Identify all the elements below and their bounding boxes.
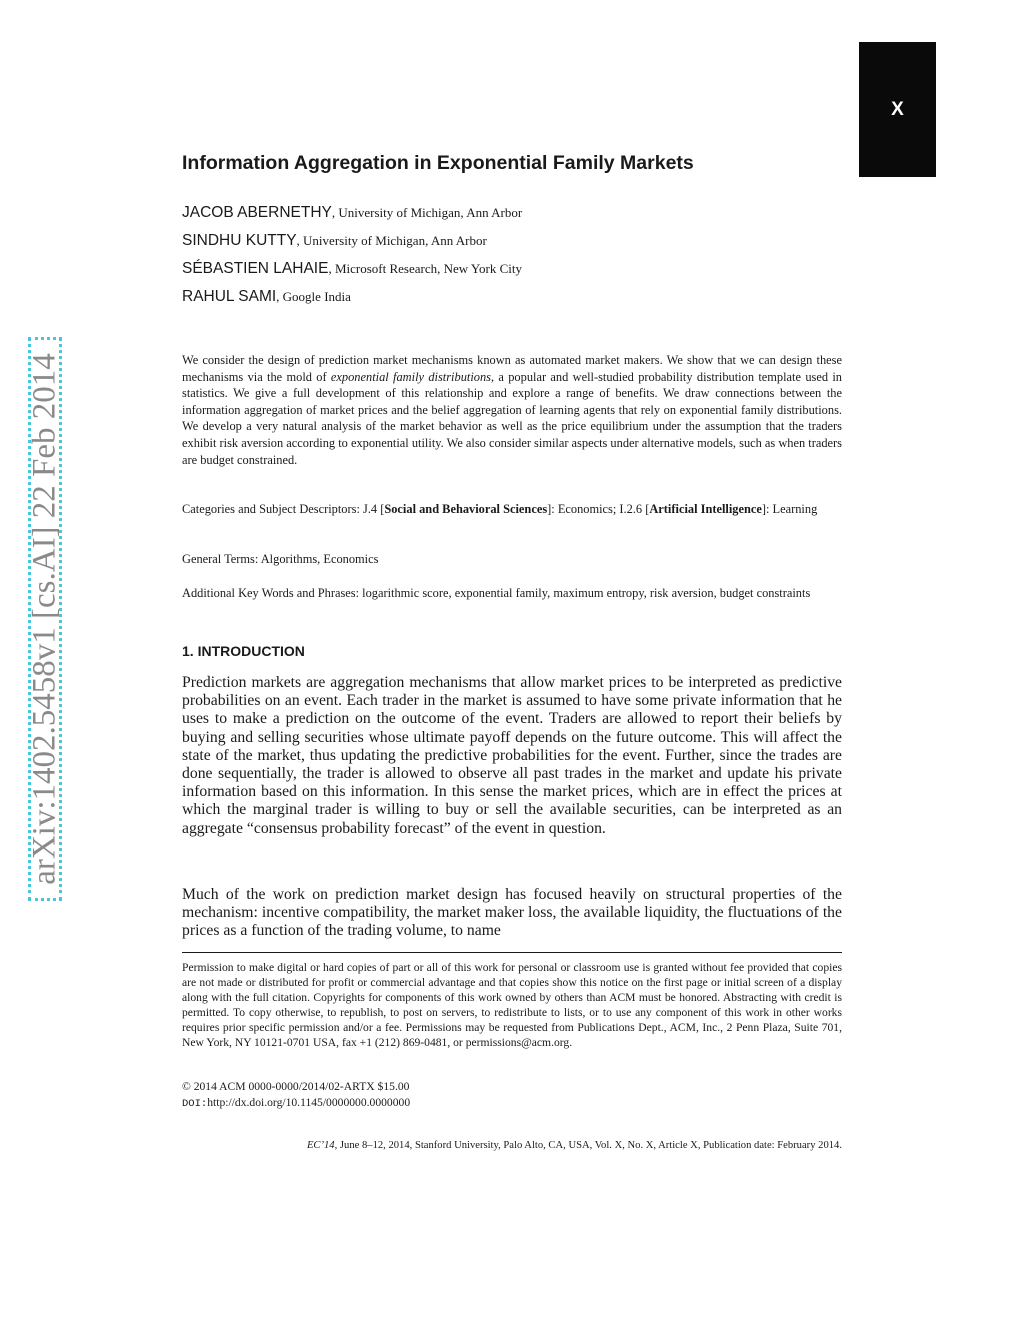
- author-name: RAHUL SAMI: [182, 288, 277, 305]
- categories-label: Categories and Subject Descriptors: J.4 [: [182, 502, 385, 516]
- abstract-emphasis: exponential family distributions: [330, 369, 491, 384]
- general-terms: General Terms: Algorithms, Economics: [182, 552, 379, 566]
- categories-text: ]: Learning: [761, 502, 818, 516]
- author-affiliation: , University of Michigan, Ann Arbor: [331, 205, 523, 220]
- footnote-rule: [182, 952, 842, 953]
- paper-title: Information Aggregation in Exponential Family Markets: [182, 152, 694, 174]
- author: [182, 288, 522, 316]
- category-name: Artificial Intelligence: [649, 502, 762, 516]
- author-affiliation: , University of Michigan, Ann Arbor: [296, 233, 487, 248]
- author-affiliation: , Microsoft Research, New York City: [328, 261, 522, 276]
- venue-name: EC’14: [306, 1140, 335, 1151]
- author-name: SÉBASTIEN LAHAIE: [182, 260, 329, 277]
- author-list: [182, 204, 522, 316]
- keywords: Additional Key Words and Phrases: logarithmic score, exponential family, maximum entropy, risk aversion, budget constraints: [182, 586, 811, 600]
- abstract-text: , a popular and well-studied probability distribution template used in statistics. We give a full development of this relationship and explore a range of benefits. We draw connections between the information aggregation of market prices and the belief aggregation of learning agents that rely on exponential family distributions. We develop a very natural analysis of the market behavior as well as the price equilibrium under the assumption that the traders exhibit risk aversion according to exponential utility. We also consider similar aspects under alternative models, such as when traders are budget constrained.: [182, 369, 842, 467]
- venue-details: , June 8–12, 2014, Stanford University, Palo Alto, CA, USA, Vol. X, No. X, Article X, Publication date: February 2014.: [334, 1140, 842, 1151]
- doi-link[interactable]: http://dx.doi.org/10.1145/0000000.0000000: [207, 1096, 411, 1109]
- author: [182, 232, 522, 260]
- author-name: JACOB ABERNETHY: [182, 204, 332, 221]
- permission-notice: Permission to make digital or hard copies of part or all of this work for personal or classroom use is granted without fee provided that copies are not made or distributed for profit or commercial advantage and that copies show this notice on the first page or initial screen of a display along with the full citation. Copyrights for components of this work owned by others than ACM must be honored. Abstracting with credit is permitted. To copy otherwise, to republish, to post on servers, to redistribute to lists, or to use any component of this work in other works requires prior specific permission and/or a fee. Permissions may be requested from Publications Dept., ACM, Inc., 2 Penn Plaza, Suite 701, New York, NY 10121-0701 USA, fax +1 (212) 869-0481, or permissions@acm.org.: [182, 961, 842, 1049]
- article-letter-tab: [859, 42, 936, 177]
- categories-text: ]: Economics; I.2.6 [: [547, 502, 650, 516]
- publication-footer: [182, 1140, 842, 1151]
- article-letter: X: [891, 98, 904, 120]
- doi-line: [182, 1096, 410, 1110]
- doi-label: DOI:: [182, 1098, 208, 1110]
- section-heading: 1. INTRODUCTION: [182, 643, 305, 659]
- author-affiliation: , Google India: [276, 289, 351, 304]
- arxiv-stamp: [28, 337, 62, 901]
- body-paragraph: Much of the work on prediction market design has focused heavily on structural properties of the mechanism: incentive compatibility, the market maker loss, the available liquidity, the fluctuations of the prices as a function of the trading volume, to name: [182, 886, 842, 940]
- category-name: Social and Behavioral Sciences: [384, 502, 548, 516]
- abstract: [182, 352, 842, 468]
- author-name: SINDHU KUTTY: [182, 232, 297, 249]
- author: [182, 204, 522, 232]
- abstract-text: We consider the design of prediction market mechanisms known as automated market makers. We show that we can design these mechanisms via the mold of: [182, 353, 842, 384]
- author: [182, 260, 522, 288]
- categories: [182, 501, 842, 518]
- body-paragraph: Prediction markets are aggregation mechanisms that allow market prices to be interpreted as predictive probabilities on an event. Each trader in the market is assumed to have some private information that he uses to make a prediction on the outcome of the event. Traders are allowed to report their beliefs by buying and selling securities whose ultimate payoff depends on the future outcome. This will affect the state of the market, thus updating the predictive probabilities for the event. Further, since the trades are done sequentially, the trader is allowed to observe all past trades in the market and update his private information based on this information. In this sense the market prices, which are in effect the prices at which the marginal trader is willing to buy or sell the available securities, can be interpreted as an aggregate “consensus probability forecast” of the event in question.: [182, 674, 842, 837]
- copyright-line: © 2014 ACM 0000-0000/2014/02-ARTX $15.00: [182, 1080, 410, 1093]
- arxiv-id: arXiv:1402.5458v1 [cs.AI] 22 Feb 2014: [26, 353, 63, 885]
